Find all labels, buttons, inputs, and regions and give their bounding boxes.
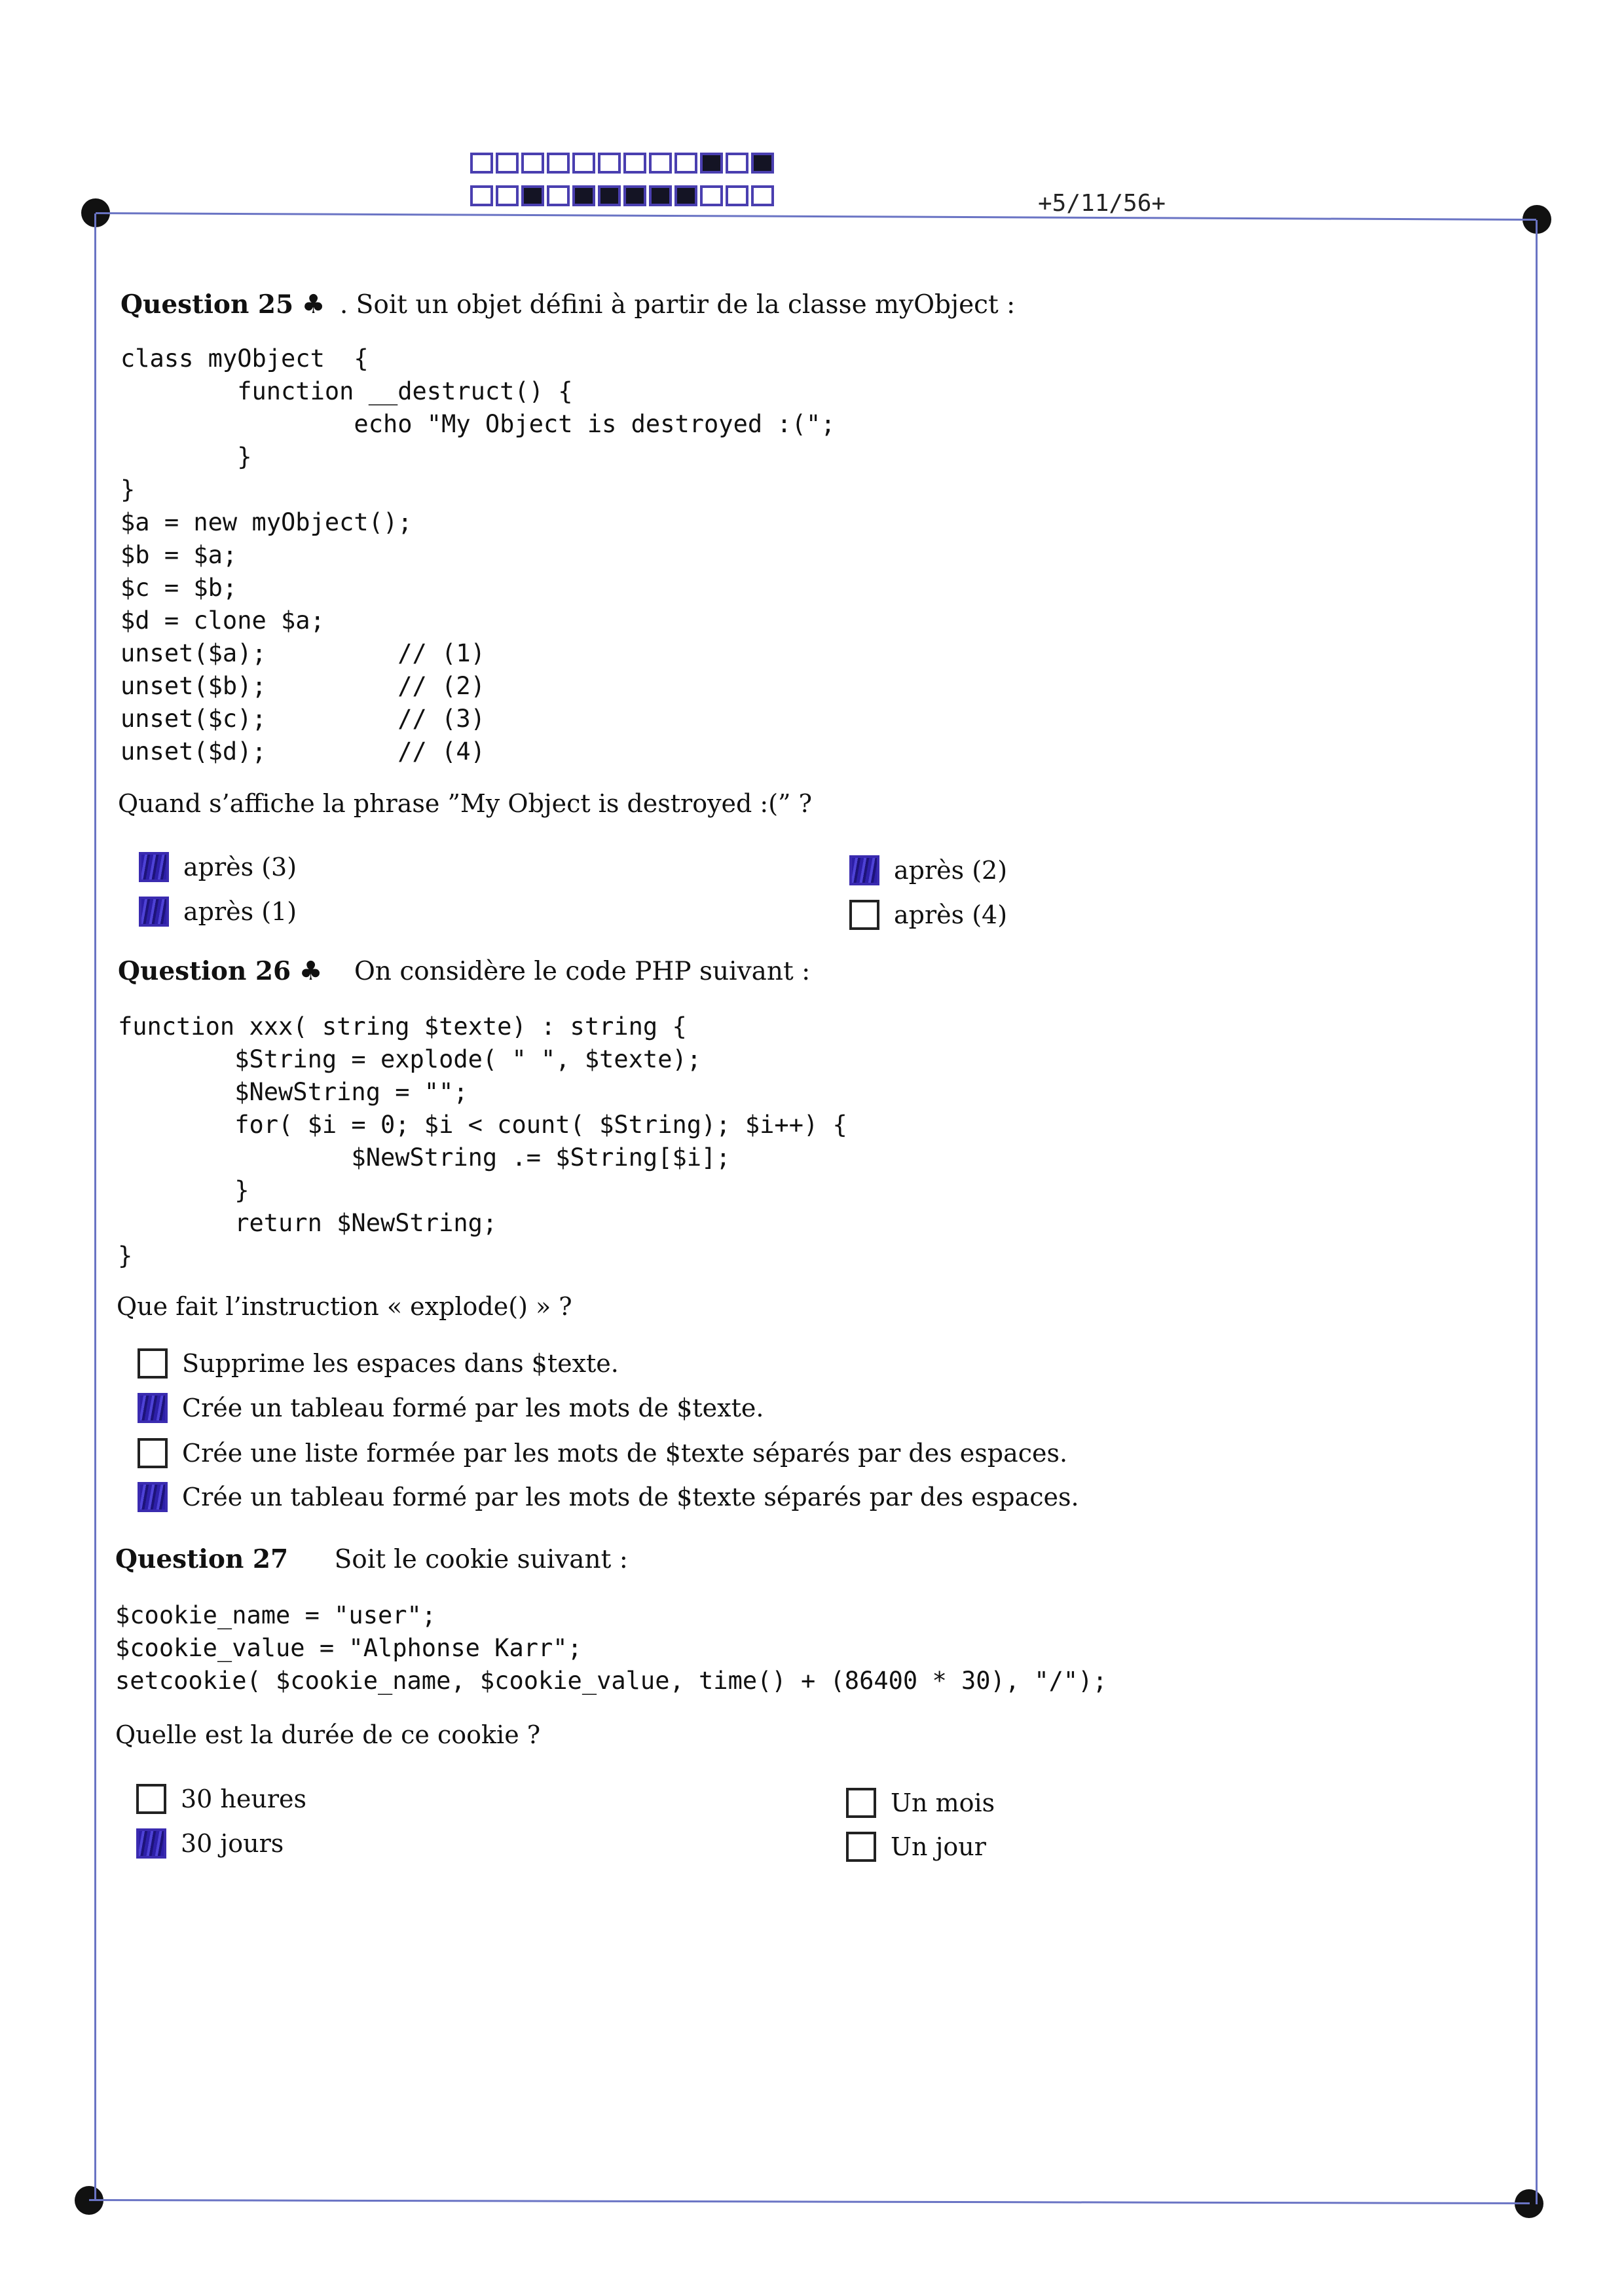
id-code-box [496, 153, 519, 174]
option-label: Crée un tableau formé par les mots de $texte séparés par des espaces. [182, 1483, 1079, 1511]
q27-option-30-heures[interactable] [136, 1784, 306, 1814]
id-code-box [521, 153, 544, 174]
checkbox[interactable] [136, 1784, 166, 1814]
id-code-box [470, 153, 493, 174]
id-code-box [674, 153, 697, 174]
id-code-box [572, 185, 595, 206]
id-code-row-2 [470, 185, 777, 206]
id-code-box [470, 185, 493, 206]
id-code-box [726, 185, 748, 206]
checkbox[interactable] [139, 897, 169, 927]
id-code-box [700, 153, 723, 174]
q25-option-apres-3[interactable] [139, 852, 297, 882]
question-27-prompt: Quelle est la durée de ce cookie ? [115, 1720, 541, 1749]
frame-left [94, 213, 96, 2200]
checkbox[interactable] [846, 1832, 876, 1862]
id-code-box [598, 185, 621, 206]
option-label: Supprime les espaces dans $texte. [182, 1349, 619, 1378]
question-intro: . Soit un objet défini à partir de la classe myObject : [339, 290, 1016, 320]
q27-option-un-mois[interactable] [846, 1788, 995, 1818]
id-code-box [649, 153, 672, 174]
id-code-box [674, 185, 697, 206]
checkbox[interactable] [849, 855, 879, 885]
question-25-code: class myObject { function __destruct() { echo "My Object is destroyed :("; } } $a = new myObject(); $b = $a; $c = $b; $d = clone $a; unset($a); // (1) unset($b); // (2) unset($c); // (3) unset($d); // (4) [120, 344, 836, 766]
q25-option-apres-4[interactable] [849, 900, 1007, 930]
id-code-box [751, 153, 774, 174]
option-label: après (2) [894, 856, 1008, 885]
checkbox[interactable] [846, 1788, 876, 1818]
option-label: après (4) [894, 900, 1008, 929]
q26-option-3[interactable] [138, 1438, 1067, 1468]
option-label: après (3) [183, 853, 297, 881]
option-label: après (1) [183, 897, 297, 926]
club-icon: ♣ [299, 956, 323, 986]
id-code-box [521, 185, 544, 206]
club-icon: ♣ [301, 289, 325, 320]
q26-option-2[interactable] [138, 1393, 764, 1423]
question-26-header [118, 956, 810, 986]
option-label: Un jour [891, 1832, 986, 1861]
page-identifier: +5/11/56+ [1038, 190, 1166, 217]
question-number: Question 26 [118, 956, 291, 986]
checkbox[interactable] [849, 900, 879, 930]
option-label: 30 jours [181, 1829, 284, 1858]
id-code-box [623, 185, 646, 206]
checkbox[interactable] [138, 1348, 168, 1379]
q26-option-4[interactable] [138, 1482, 1079, 1512]
id-code-box [572, 153, 595, 174]
option-label: Crée un tableau formé par les mots de $texte. [182, 1394, 764, 1422]
question-number: Question 25 [120, 289, 294, 320]
id-code-box [598, 153, 621, 174]
q27-option-un-jour[interactable] [846, 1832, 986, 1862]
option-label: Un mois [891, 1788, 995, 1817]
checkbox[interactable] [138, 1393, 168, 1423]
question-25-prompt: Quand s’affiche la phrase ”My Object is destroyed :(” ? [118, 789, 812, 818]
question-number: Question 27 [115, 1544, 289, 1574]
id-code-box [649, 185, 672, 206]
option-label: 30 heures [181, 1785, 307, 1813]
id-code-box [700, 185, 723, 206]
question-27-header [115, 1544, 628, 1574]
question-intro: Soit le cookie suivant : [334, 1545, 628, 1574]
id-code-box [726, 153, 748, 174]
id-code-box [751, 185, 774, 206]
frame-bottom [89, 2199, 1530, 2204]
question-intro: On considère le code PHP suivant : [354, 957, 811, 986]
id-code-box [623, 153, 646, 174]
frame-right [1536, 220, 1538, 2204]
checkbox[interactable] [138, 1482, 168, 1512]
question-26-code: function xxx( string $texte) : string { $String = explode( " ", $texte); $NewString = ""; for( $i = 0; $i < count( $String); $i++) { $NewString .= $String[$i]; } return $NewString; } [118, 1012, 847, 1270]
id-code-box [547, 153, 570, 174]
question-25-header [120, 289, 1015, 320]
checkbox[interactable] [136, 1828, 166, 1859]
id-code-row-1 [470, 153, 777, 174]
q25-option-apres-1[interactable] [139, 897, 297, 927]
id-code-box [547, 185, 570, 206]
question-26-prompt: Que fait l’instruction « explode() » ? [117, 1292, 572, 1321]
question-27-code: $cookie_name = "user"; $cookie_value = "Alphonse Karr"; setcookie( $cookie_name, $cookie_value, time() + (86400 * 30), "/"); [115, 1601, 1107, 1695]
checkbox[interactable] [138, 1438, 168, 1468]
frame-top [96, 212, 1536, 221]
option-label: Crée une liste formée par les mots de $texte séparés par des espaces. [182, 1439, 1068, 1468]
checkbox[interactable] [139, 852, 169, 882]
id-code-box [496, 185, 519, 206]
q25-option-apres-2[interactable] [849, 855, 1007, 885]
q26-option-1[interactable] [138, 1348, 619, 1379]
q27-option-30-jours[interactable] [136, 1828, 284, 1859]
